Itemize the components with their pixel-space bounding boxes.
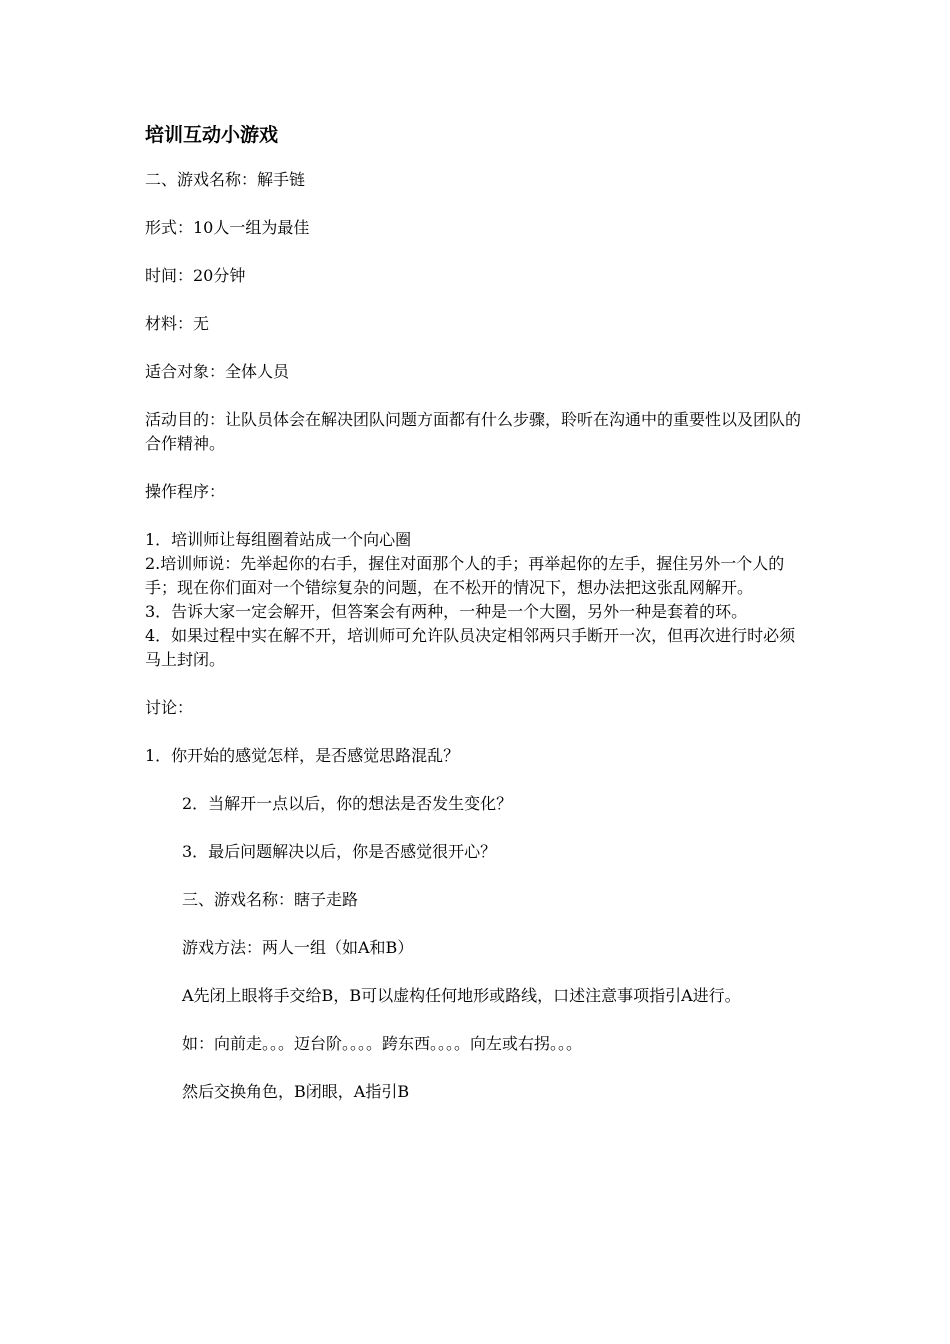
- game-time: 时间：20分钟: [145, 266, 246, 285]
- procedure-step: 3．告诉大家一定会解开，但答案会有两种，一种是一个大圈，另外一种是套着的环。: [145, 602, 748, 621]
- procedure-steps: [145, 528, 810, 672]
- game-audience: 适合对象：全体人员: [145, 362, 290, 381]
- discussion-question: 3．最后问题解决以后，你是否感觉很开心？: [182, 842, 497, 861]
- procedure-step: 2.培训师说：先举起你的右手，握住对面那个人的手；再举起你的左手，握住另外一个人的手；现在你们面对一个错综复杂的问题，在不松开的情况下，想办法把这张乱网解开。: [145, 554, 785, 597]
- game3-example: 如：向前走。。。迈台阶。。。。跨东西。。。。向左或右拐。。。: [182, 1034, 583, 1053]
- game3-step: A先闭上眼将手交给B，B可以虚构任何地形或路线，口述注意事项指引A进行。: [182, 986, 741, 1005]
- discussion-question: 1．你开始的感觉怎样，是否感觉思路混乱？: [145, 746, 460, 765]
- game-material: 材料：无: [145, 314, 210, 333]
- procedure-step: 1．培训师让每组圈着站成一个向心圈: [145, 530, 412, 549]
- game-form: 形式：10人一组为最佳: [145, 218, 310, 237]
- procedure-label: 操作程序：: [145, 482, 226, 501]
- game-purpose: 活动目的：让队员体会在解决团队问题方面都有什么步骤，聆听在沟通中的重要性以及团队的合作精神。: [145, 410, 802, 453]
- game3-swap: 然后交换角色，B闭眼，A指引B: [182, 1082, 410, 1101]
- discussion-question: 2．当解开一点以后，你的想法是否发生变化？: [182, 794, 513, 813]
- procedure-step: 4．如果过程中实在解不开，培训师可允许队员决定相邻两只手断开一次，但再次进行时必须马上封闭。: [145, 626, 796, 669]
- game-heading: 二、游戏名称：解手链: [145, 170, 306, 189]
- discussion-label: 讨论：: [145, 698, 194, 717]
- game3-heading: 三、游戏名称：瞎子走路: [182, 890, 359, 909]
- game3-method: 游戏方法：两人一组（如A和B）: [182, 938, 414, 957]
- document-title: 培训互动小游戏: [145, 124, 279, 146]
- document-body: [145, 120, 810, 1128]
